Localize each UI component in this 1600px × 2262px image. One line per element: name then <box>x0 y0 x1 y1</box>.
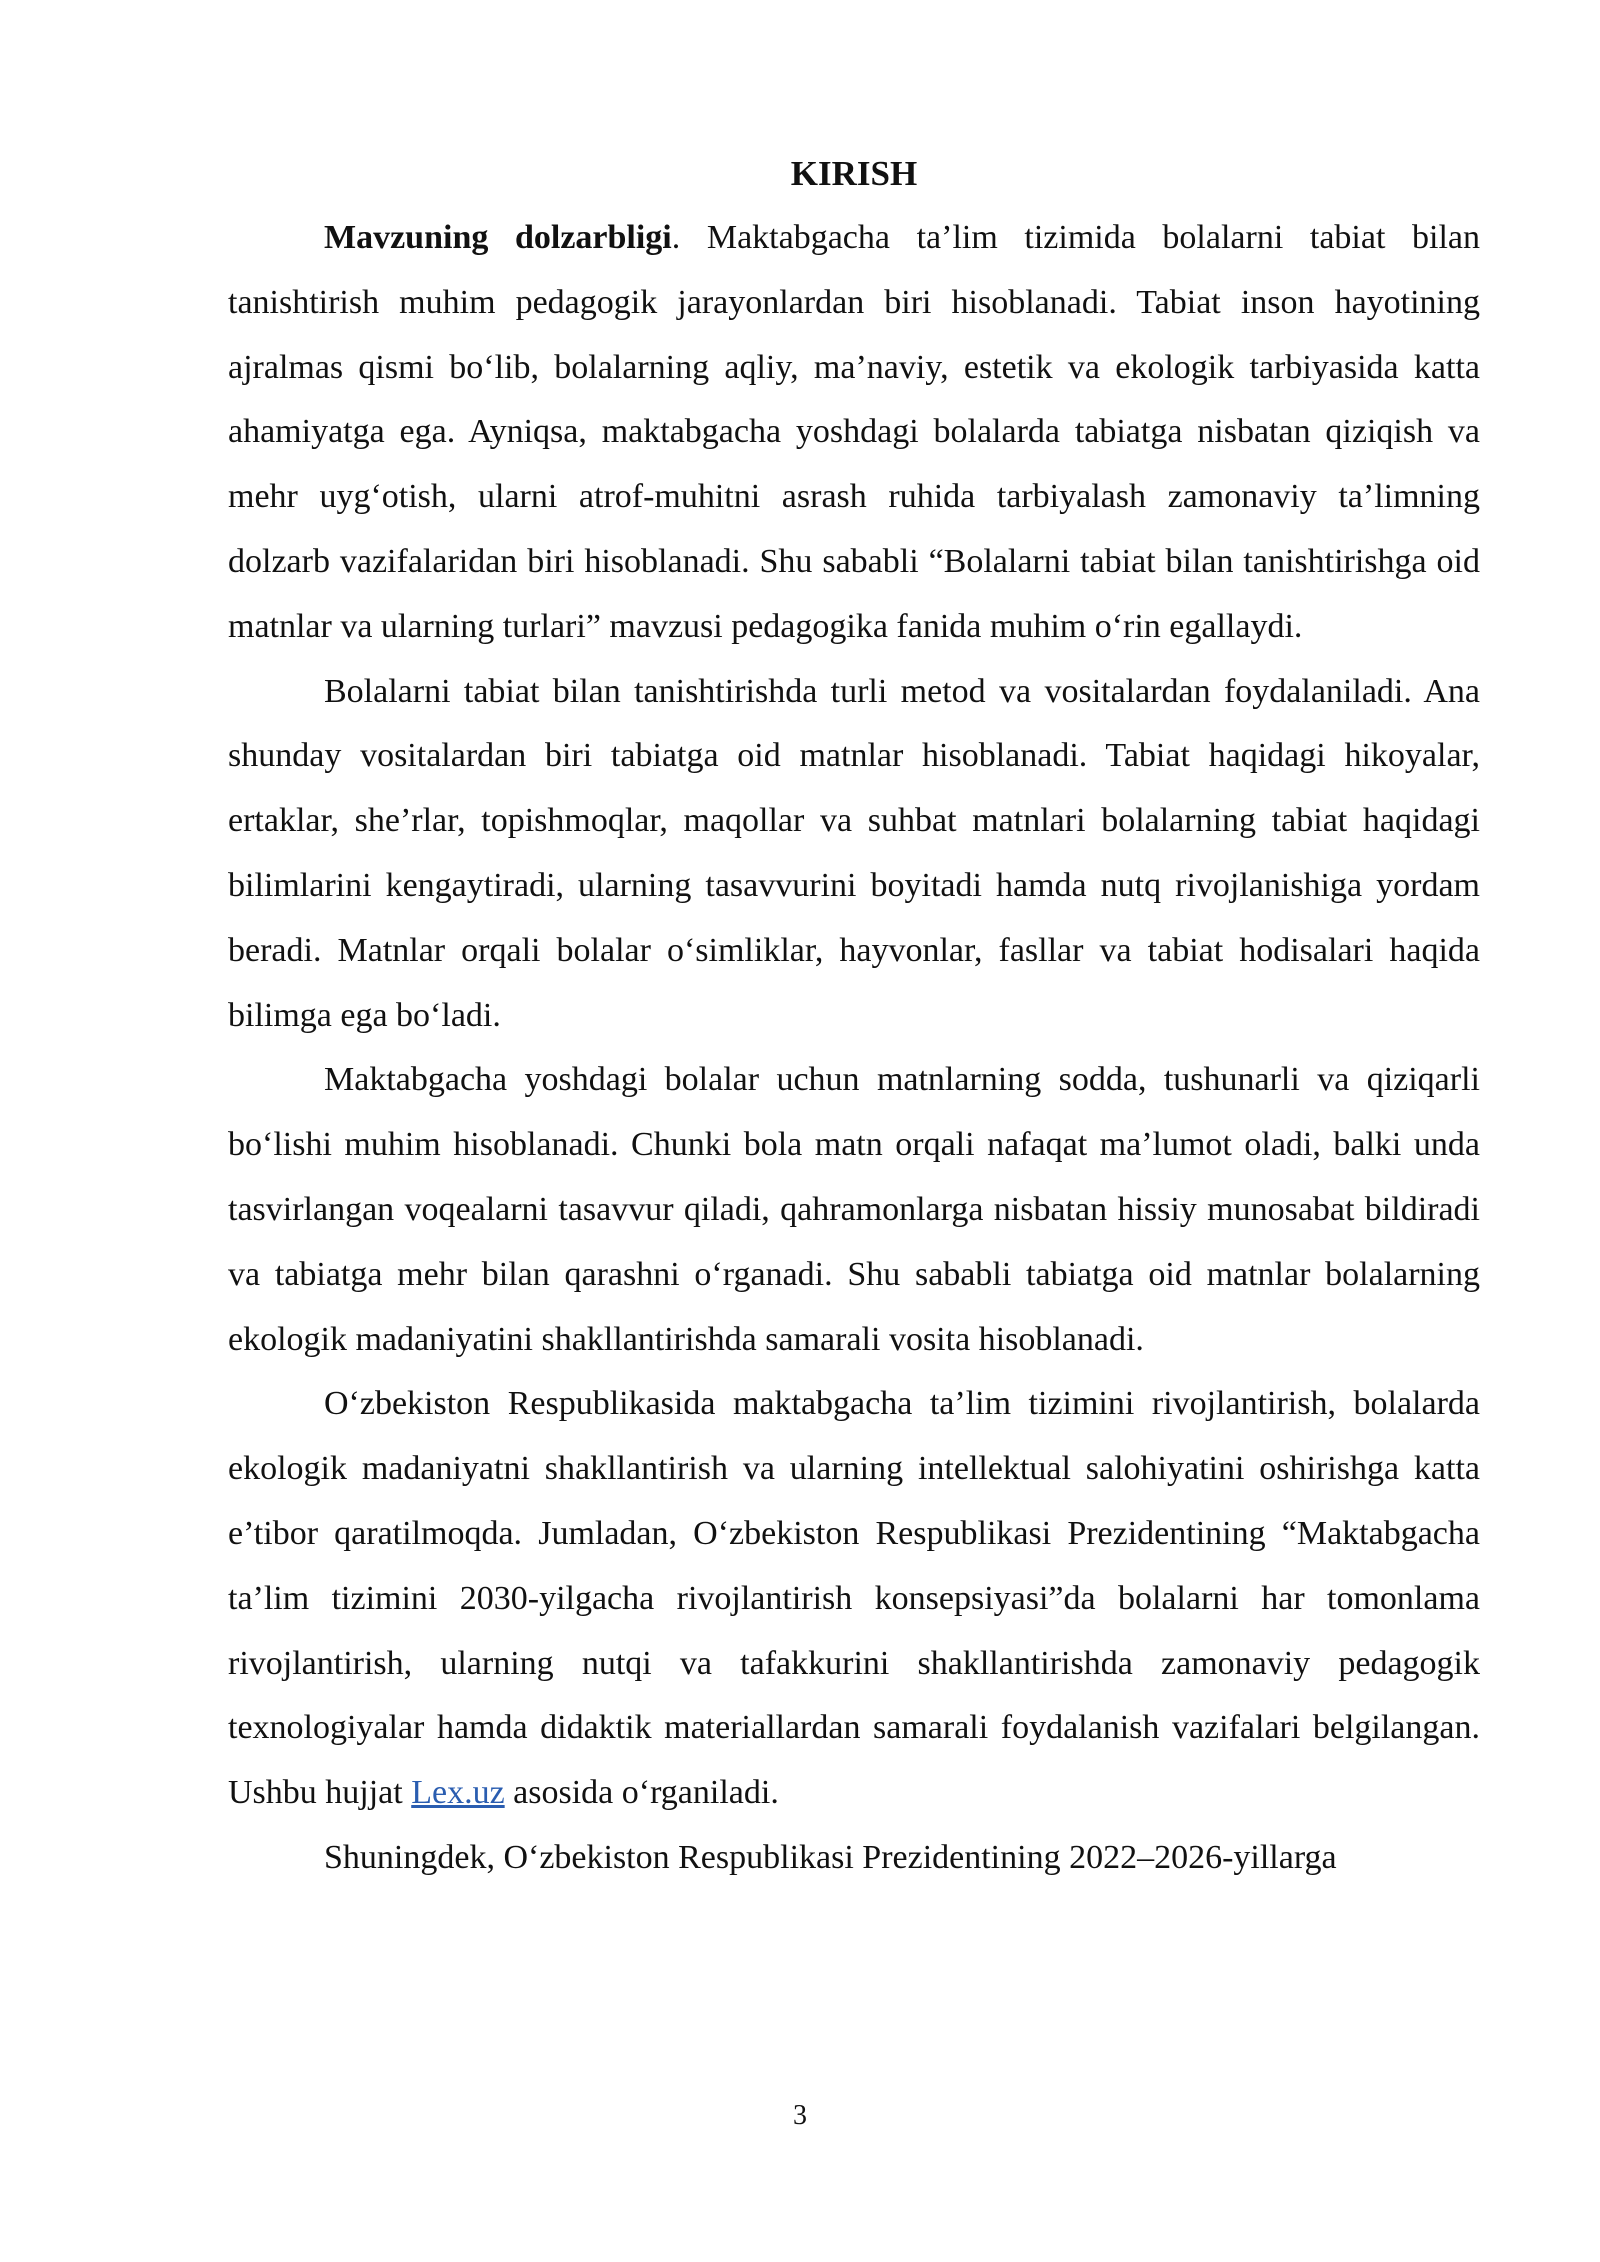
paragraph-texts-importance <box>228 1048 1480 1372</box>
page-body <box>228 148 1480 1891</box>
relevance-heading: Mavzuning dolzarbligi <box>324 219 672 256</box>
section-title: KIRISH <box>790 154 918 193</box>
paragraph-text: Shuningdek, O‘zbekiston Respublikasi Prezidentining 2022–2026-yillarga <box>324 1838 1337 1876</box>
paragraph-text: Maktabgacha ta’lim tizimida bolalarni tabiat bilan tanishtirish muhim pedagogik jarayonlardan biri hisoblanadi. Tabiat inson hayotining ajralmas qismi bo‘lib, bolalarning aqliy, ma’naviy, estetik va ekologik tarbiyasida katta ahamiyatga ega. Ayniqsa, maktabgacha yoshdagi bolalarda tabiatga nisbatan qiziqish va mehr uyg‘otish, ularni atrof-muhitni asrash ruhida tarbiyalash zamonaviy ta’limning dolzarb vazifalaridan biri hisoblanadi. Shu sababli “Bolalarni tabiat bilan tanishtirishga oid matnlar va ularning turlari” mavzusi pedagogika fanida muhim o‘rin egallaydi. <box>228 219 1480 645</box>
page-number: 3 <box>793 2100 807 2131</box>
paragraph-text: O‘zbekiston Respublikasida maktabgacha ta’lim tizimini rivojlantirish, bolalarda ekologik madaniyatni shakllantirish va ularning intellektual salohiyatini oshirishga katta e’tibor qaratilmoqda. Jumladan, O‘zbekiston Respublikasi Prezidentining “Maktabgacha ta’lim tizimini 2030-yilgacha rivojlantirish konsepsiyasi”da bolalarni har tomonlama rivojlantirish, ularning nutqi va tafakkurini shakllantirishda zamonaviy pedagogik texnologiyalar hamda didaktik materiallardan samarali foydalanish vazifalari belgilangan. Ushbu hujjat <box>228 1385 1480 1812</box>
paragraph-text: Bolalarni tabiat bilan tanishtirishda turli metod va vositalardan foydalaniladi. Ana shunday vositalardan biri tabiatga oid matnlar hisoblanadi. Tabiat haqidagi hikoyalar, ertaklar, she’rlar, topishmoqlar, maqollar va suhbat matnlari bolalarning tabiat haqidagi bilimlarini kengaytiradi, ularning tasavvurini boyitadi hamda nutq rivojlanishiga yordam beradi. Matnlar orqali bolalar o‘simliklar, hayvonlar, fasllar va tabiat hodisalari haqida bilimga ega bo‘ladi. <box>228 672 1480 1034</box>
relevance-heading-period: . <box>671 219 681 256</box>
paragraph-text-end: asosida o‘rganiladi. <box>504 1774 779 1812</box>
paragraph-uzbekistan-policy <box>228 1372 1480 1826</box>
paragraph-continuation <box>228 1826 1480 1891</box>
paragraph-methods <box>228 660 1480 1049</box>
paragraph-relevance <box>228 206 1480 660</box>
paragraph-text: Maktabgacha yoshdagi bolalar uchun matnlarning sodda, tushunarli va qiziqarli bo‘lishi muhim hisoblanadi. Chunki bola matn orqali nafaqat ma’lumot oladi, balki unda tasvirlangan voqealarni tasavvur qiladi, qahramonlarga nisbatan hissiy munosabat bildiradi va tabiatga mehr bilan qarashni o‘rganadi. Shu sababli tabiatga oid matnlar bolalarning ekologik madaniyatini shakllantirishda samarali vosita hisoblanadi. <box>228 1061 1480 1358</box>
lex-uz-link[interactable]: Lex.uz <box>411 1774 505 1812</box>
